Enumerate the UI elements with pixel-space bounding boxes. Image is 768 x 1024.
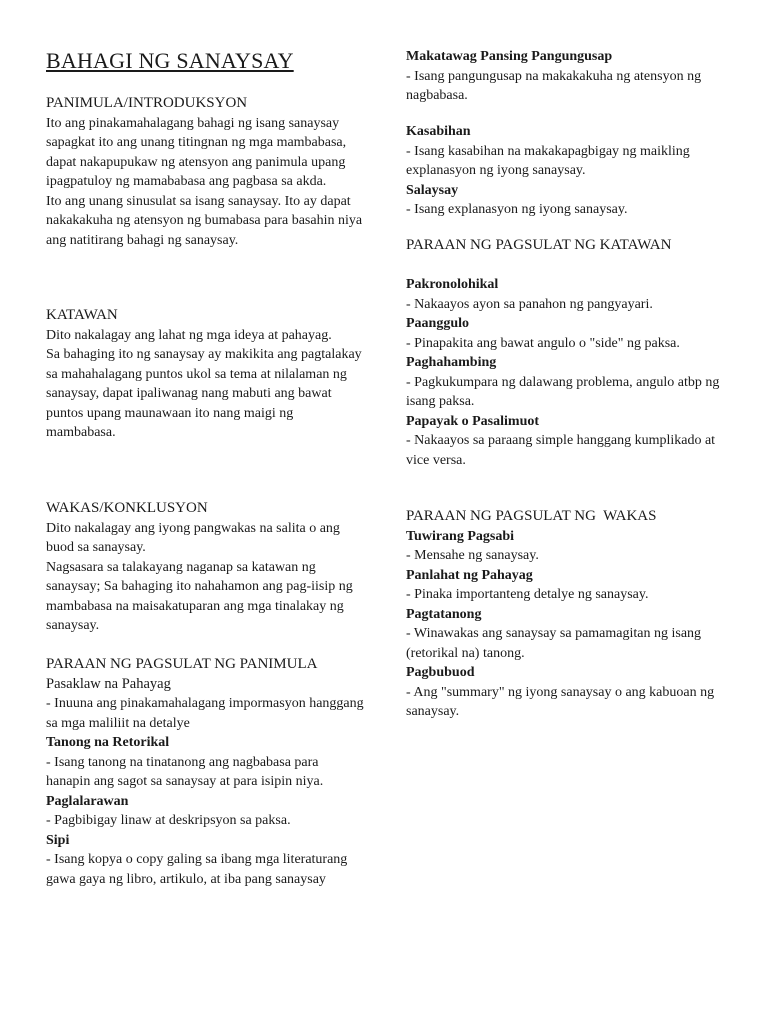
tanong-text: - Isang tanong na tinatanong ang nagbabasa para hanapin ang sagot sa sanaysay at para isipin niya. [46,754,324,789]
paraan-wakas-heading: PARAAN NG PAGSULAT NG WAKAS [406,508,657,524]
pasaklaw-heading: Pasaklaw na Pahayag [46,675,171,692]
paghahambing-heading: Paghahambing [406,355,497,370]
section-panimula [46,94,366,250]
panimula-paragraph-1: Ito ang pinakamahalagang bahagi ng isang sanaysay sapagkat ito ang unang titingnan ng mga mambabasa, dapat nakapupukaw ng atensyon ang panimula upang ipagpatuloy ng mamababasa ang pagbasa sa akda. [46,115,347,189]
paanggulo-heading: Paanggulo [406,316,470,331]
sipi-text: - Isang kopya o copy galing sa ibang mga literaturang gawa gaya ng libro, artikulo, at iba pang sanaysay [46,852,348,887]
pasaklaw-text: - Inuuna ang pinakamahalagang impormasyon hanggang sa mga maliliit na detalye [46,696,364,731]
document-title: BAHAGI NG SANAYSAY [46,48,294,73]
section-katawan [46,306,366,443]
section-paraan-katawan [406,236,736,256]
pagbubuod-text: - Ang "summary" ng iyong sanaysay o ang kabuoan ng sanaysay. [406,684,715,719]
panlahat-text: - Pinaka importanteng detalye ng sanaysay. [406,587,649,602]
paglalarawan-heading: Paglalarawan [46,793,129,809]
makatawag-text: - Isang pangungusap na makakakuha ng atensyon ng nagbabasa. [406,68,702,103]
papayak-heading: Papayak o Pasalimuot [406,413,540,429]
salaysay-heading: Salaysay [406,182,459,198]
section-paraan-wakas [406,507,736,722]
wakas-heading: WAKAS/KONKLUSYON [46,500,208,516]
pakronolohikal-heading: Pakronolohikal [406,277,499,292]
tuwirang-heading: Tuwirang Pagsabi [406,528,515,544]
pagtatanong-heading: Pagtatanong [406,606,482,622]
tanong-heading: Tanong na Retorikal [46,735,170,750]
katawan-paragraph-2: Sa bahaging ito ng sanaysay ay makikita ang pagtalakay sa mahahalagang puntos ukol sa tema at nilalaman ng sanaysay, dapat ipaliwanag nang mabuti ang bawat puntos upang maunawaan ito nang maigi ng mambabasa. [46,347,362,440]
katawan-heading: KATAWAN [46,307,118,323]
panlahat-heading: Panlahat ng Pahayag [406,567,533,583]
panimula-paragraph-2: Ito ang unang sinusulat sa isang sanaysay. Ito ay dapat nakakakuha ng atensyon ng bumabasa para basahin niya ang natitirang bahagi ng sanaysay. [46,193,363,248]
paraan-panimula-heading: PARAAN NG PAGSULAT NG PANIMULA [46,656,318,672]
section-wakas [46,499,366,636]
pakronolohikal-text: - Nakaayos ayon sa panahon ng pangyayari. [406,296,653,312]
section-kasabihan [406,122,736,220]
kasabihan-text: - Isang kasabihan na makakapagbigay ng maikling explanasyon ng iyong sanaysay. [406,143,690,178]
paglalarawan-text: - Pagbibigay linaw at deskripsyon sa paksa. [46,813,291,828]
paraan-katawan-heading: PARAAN NG PAGSULAT NG KATAWAN [406,237,672,253]
section-paraan-panimula [46,655,366,889]
paanggulo-text: - Pinapakita ang bawat angulo o "side" ng paksa. [406,335,680,351]
section-katawan-methods [406,275,736,470]
kasabihan-heading: Kasabihan [406,124,471,139]
wakas-paragraph-2: Nagsasara sa talakayang naganap sa katawan ng sanaysay; Sa bahaging ito nahahamon ang pag-iisip ng mambabasa na maisakatuparan ang mga tinalakay ng sanaysay. [46,559,353,633]
tuwirang-text: - Mensahe ng sanaysay. [406,548,539,563]
wakas-paragraph-1: Dito nakalagay ang iyong pangwakas na salita o ang buod sa sanaysay. [46,520,340,555]
sipi-heading: Sipi [46,832,70,848]
section-makatawag [406,47,736,106]
pagtatanong-text: - Winawakas ang sanaysay sa pamamagitan ng isang (retorikal na) tanong. [406,626,702,661]
katawan-paragraph-1: Dito nakalagay ang lahat ng mga ideya at pahayag. [46,327,332,343]
papayak-text: - Nakaayos sa paraang simple hanggang kumplikado at vice versa. [406,433,716,468]
panimula-heading: PANIMULA/INTRODUKSYON [46,95,248,111]
makatawag-heading: Makatawag Pansing Pangungusap [406,49,613,64]
salaysay-text: - Isang explanasyon ng iyong sanaysay. [406,202,628,217]
paghahambing-text: - Pagkukumpara ng dalawang problema, angulo atbp ng isang paksa. [406,374,720,409]
pagbubuod-heading: Pagbubuod [406,665,475,680]
